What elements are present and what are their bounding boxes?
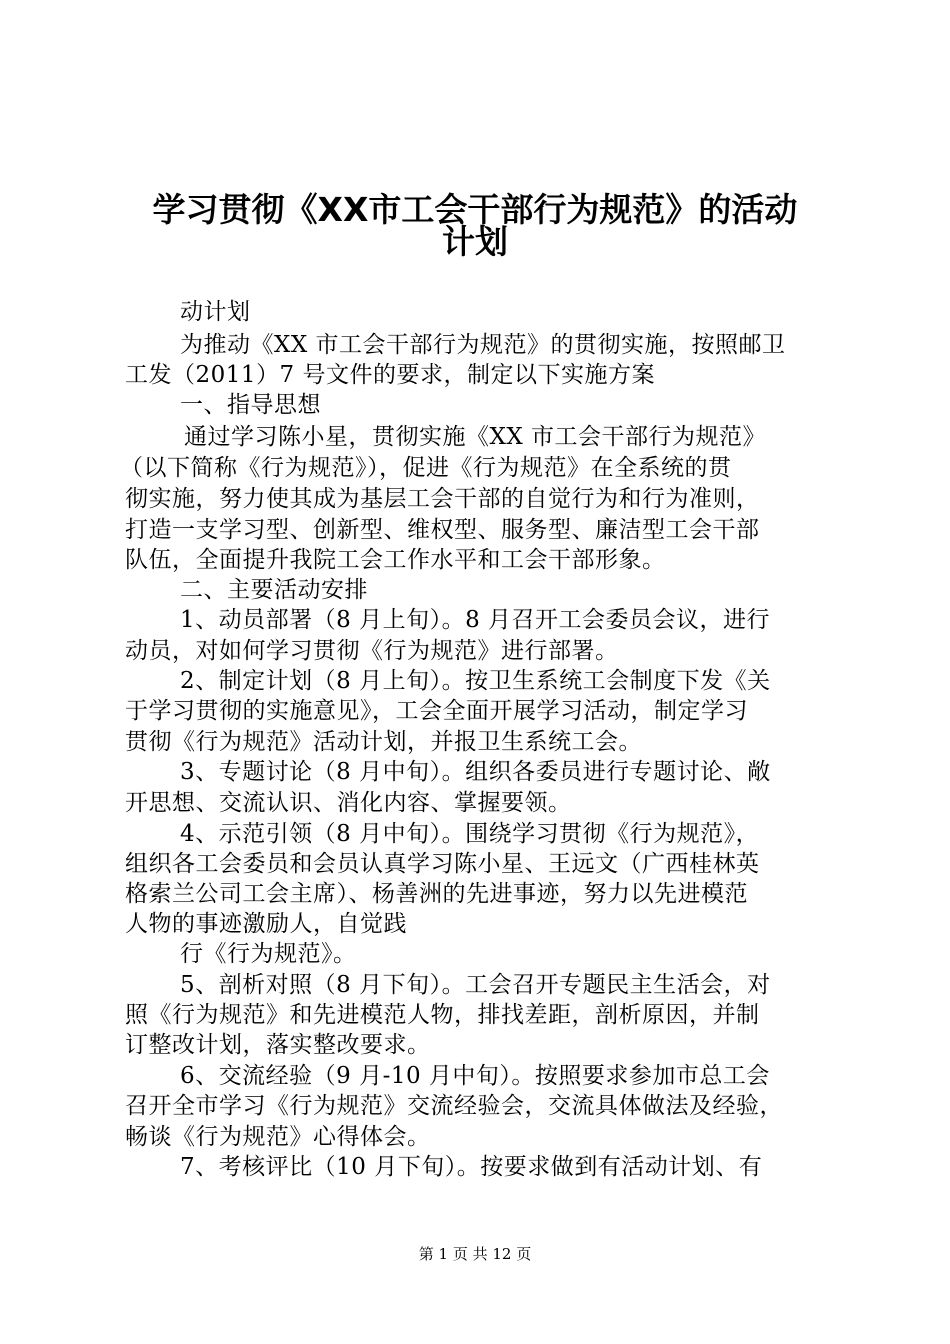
body-line: 订整改计划，落实整改要求。 — [125, 1032, 431, 1058]
body-line: 5、剖析对照（8 月下旬）。工会召开专题民主生活会，对 — [180, 972, 771, 998]
body-line: 彻实施，努力使其成为基层工会干部的自觉行为和行为准则， — [125, 486, 760, 512]
body-line: 照《行为规范》和先进模范人物，排找差距，剖析原因，并制 — [125, 1002, 760, 1028]
body-line: 动计划 — [180, 299, 251, 325]
body-line: 召开全市学习《行为规范》交流经验会，交流具体做法及经验， — [125, 1093, 783, 1119]
body-line: 为推动《XX 市工会干部行为规范》的贯彻实施，按照邮卫 — [180, 332, 786, 358]
body-line: 3、专题讨论（8 月中旬）。组织各委员进行专题讨论、敞 — [180, 759, 771, 785]
body-line: 队伍，全面提升我院工会工作水平和工会干部形象。 — [125, 547, 666, 573]
body-line: 动员，对如何学习贯彻《行为规范》进行部署。 — [125, 638, 619, 664]
body-line: 开思想、交流认识、消化内容、掌握要领。 — [125, 790, 572, 816]
body-line: 2、制定计划（8 月上旬）。按卫生系统工会制度下发《关 — [180, 668, 771, 694]
body-line: （以下简称《行为规范》），促进《行为规范》在全系统的贯 — [120, 455, 732, 481]
body-line: 格索兰公司工会主席）、杨善洲的先进事迹，努力以先进模范 — [125, 881, 748, 907]
section-heading: 一、指导思想 — [180, 392, 321, 418]
body-line: 打造一支学习型、创新型、维权型、服务型、廉洁型工会干部 — [125, 517, 760, 543]
body-line: 人物的事迹激励人，自觉践 — [125, 911, 407, 937]
body-line: 工发（2011）7 号文件的要求，制定以下实施方案 — [125, 362, 655, 388]
body-line: 6、交流经验（9 月-10 月中旬）。按照要求参加市总工会 — [180, 1063, 770, 1089]
body-line: 通过学习陈小星，贯彻实施《XX 市工会干部行为规范》 — [184, 424, 767, 450]
body-line: 贯彻《行为规范》活动计划，并报卫生系统工会。 — [125, 729, 642, 755]
body-line: 于学习贯彻的实施意见》，工会全面开展学习活动，制定学习 — [125, 698, 748, 724]
document-title-line-1: 学习贯彻《XX市工会干部行为规范》的活动 — [152, 190, 798, 229]
body-line: 1、动员部署（8 月上旬）。8 月召开工会委员会议，进行 — [180, 607, 771, 633]
document-title-line-2: 计划 — [442, 222, 508, 261]
body-line: 行《行为规范》。 — [180, 941, 357, 967]
body-line: 畅谈《行为规范》心得体会。 — [125, 1124, 431, 1150]
body-line: 7、考核评比（10 月下旬）。按要求做到有活动计划、有 — [180, 1154, 763, 1180]
page-footer: 第 1 页 共 12 页 — [418, 1245, 532, 1263]
section-heading: 二、主要活动安排 — [180, 577, 368, 603]
body-line: 组织各工会委员和会员认真学习陈小星、王远文（广西桂林英 — [125, 851, 760, 877]
body-line: 4、示范引领（8 月中旬）。围绕学习贯彻《行为规范》， — [180, 821, 760, 847]
